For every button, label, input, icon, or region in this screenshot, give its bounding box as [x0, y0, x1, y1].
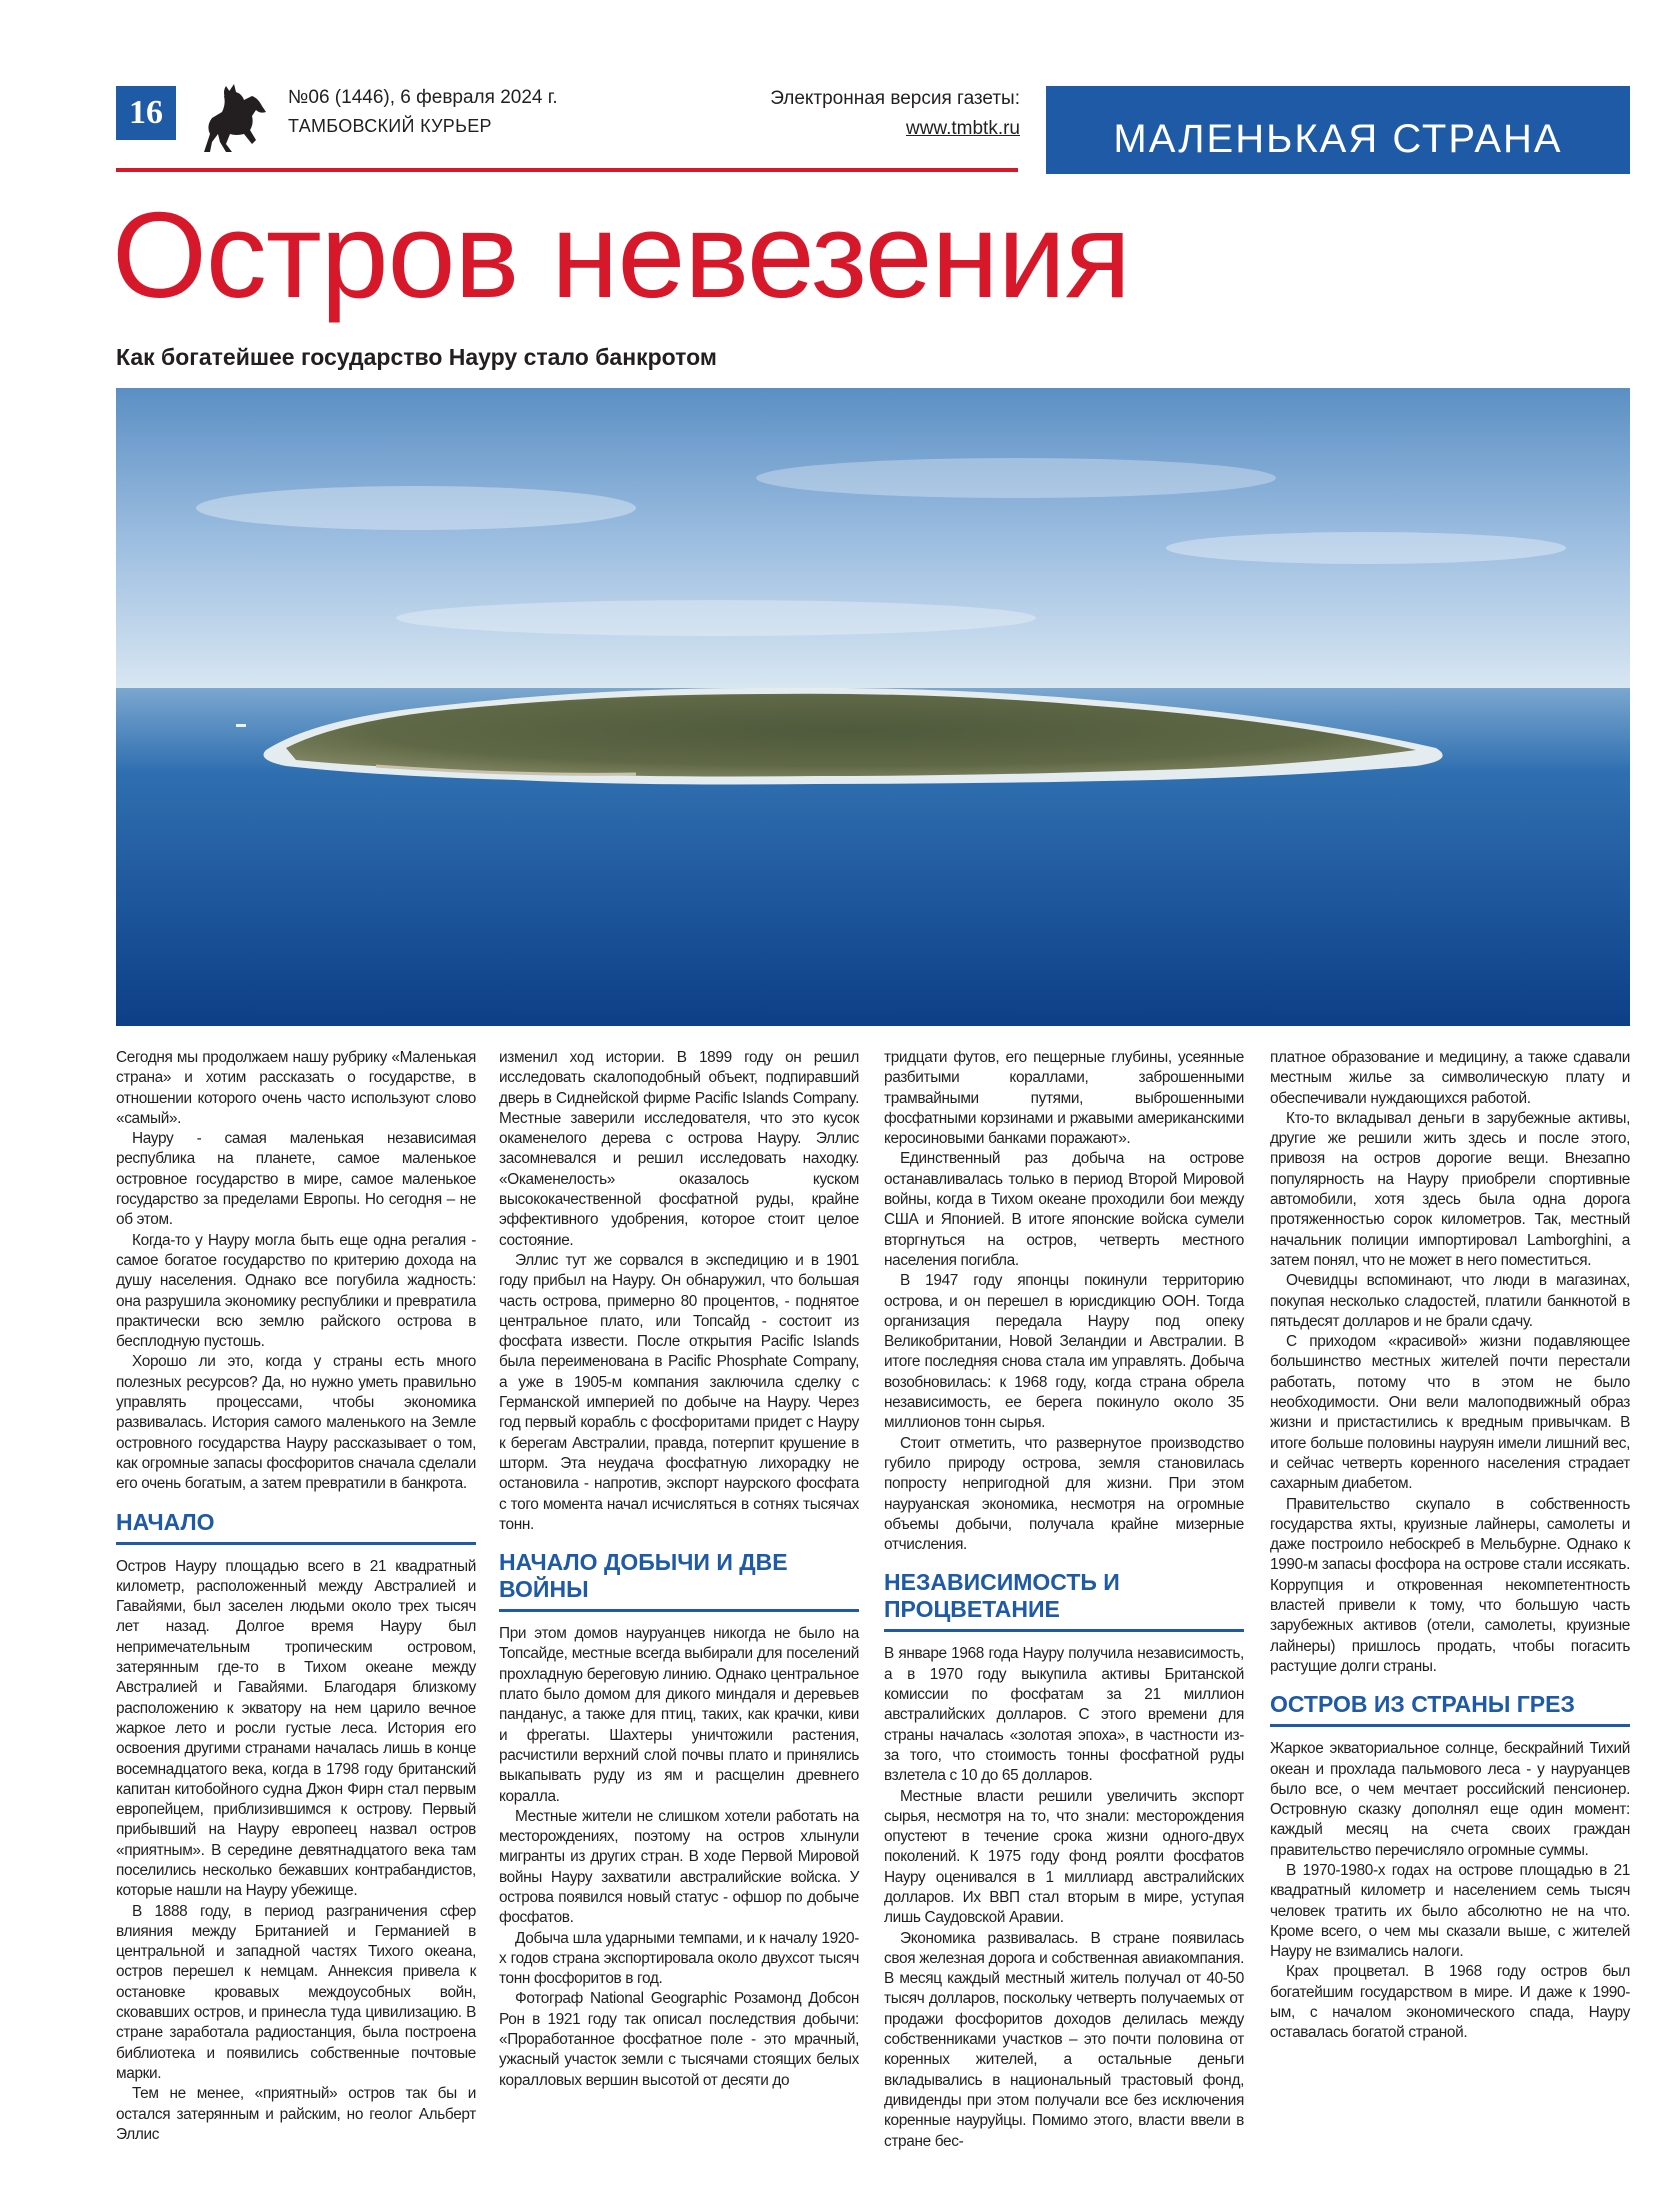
paragraph: Добыча шла ударными темпами, и к началу 1920-х годов страна экспортировала около двухсот тысяч тонн фосфоритов в год.	[499, 1929, 859, 1988]
electronic-version	[700, 84, 1020, 144]
column-3	[884, 1048, 1244, 2152]
section-heading: НАЧАЛО	[116, 1509, 476, 1545]
paragraph: В 1970-1980-х годах на острове площадью в 21 квадратный километр и населением семь тысяч человек тратить их было абсолютно не на что. Кроме всего, о чем мы сказали выше, с жителей Науру не взимались налоги.	[1270, 1861, 1630, 1961]
paragraph: Тем не менее, «приятный» остров так бы и остался затерянным и райским, но геолог Альберт Эллис	[116, 2085, 476, 2143]
paragraph: Хорошо ли это, когда у страны есть много полезных ресурсов? Да, но нужно уметь правильно управлять процессами, чтобы экономика развивалась. История самого маленького на Земле островного государства Науру рассказывает о том, как огромные запасы фосфоритов сначала сделали его очень богатым, а затем превратили в банкрота.	[116, 1353, 476, 1493]
island-photo-image	[116, 388, 1630, 1026]
paragraph: Сегодня мы продолжаем нашу рубрику «Маленькая страна» и хотим рассказать о государстве, в отношении которого очень часто используют слово «самый».	[116, 1049, 476, 1127]
paragraph: Когда-то у Науру могла быть еще одна регалия - самое богатое государство по критерию дохода на душу населения. Однако все погубила жадность: она разрушила экономику республики и превратила практически всю землю райского острова в бесплодную пустошь.	[116, 1231, 476, 1351]
paragraph: При этом домов науруанцев никогда не было на Топсайде, местные всегда выбирали для поселений прохладную береговую линию. Однако центральное плато было домом для дикого миндаля и деревьев панданус, а также для птиц, таких, как крачки, киви и фрегаты. Шахтеры уничтожили растения, расчистили верхний слой почвы плато и принялись выкапывать руду из ям и расщелин древнего коралла.	[499, 1625, 859, 1805]
page-number: 16	[116, 86, 176, 140]
paragraph: Крах процветал. В 1968 году остров был богатейшим государством в мире. И даже к 1990-ым, с началом экономического спада, Науру оставалась богатой страной.	[1270, 1963, 1630, 2042]
paper-name: ТАМБОВСКИЙ КУРЬЕР	[288, 116, 492, 136]
section-heading: ОСТРОВ ИЗ СТРАНЫ ГРЕЗ	[1270, 1691, 1630, 1727]
paragraph: Науру - самая маленькая независимая республика на планете, самое маленькое островное государство в мире, самое маленькое государство за пределами Европы. Но сегодня – не об этом.	[116, 1130, 476, 1229]
paragraph: В 1888 году, в период разграничения сфер влияния между Британией и Германией в центральной и западной частях Тихого океана, остров перешел к немцам. Аннексия привела к остановке кровавых междоусобных войн, сковавших остров, и принесла туда цивилизацию. В стране заработала радиостанция, была построена библиотека и появились собственные почтовые марки.	[116, 1902, 476, 2082]
column-4	[1270, 1048, 1630, 2044]
paragraph: платное образование и медицину, а также сдавали местным жилье за символическую плату и обеспечивали нуждающихся работой.	[1270, 1049, 1630, 1107]
paragraph: Стоит отметить, что развернутое производство губило природу острова, земля становилась попросту непригодной для жизни. При этом науруанская экономика, несмотря на огромные объемы добычи, получала крайне мизерные отчисления.	[884, 1434, 1244, 1554]
paragraph: Кто-то вкладывал деньги в зарубежные активы, другие же решили жить здесь и после этого, привозя на остров дорогие вещи. Внезапно популярность на Науру приобрели спортивные автомобили, хотя здесь была одна дорога протяженностью сорок километров. Так, местный начальник полиции импортировал Lamborghini, а затем понял, что не может в него поместиться.	[1270, 1109, 1630, 1269]
paragraph: В 1947 году японцы покинули территорию острова, и он перешел в юрисдикцию ООН. Тогда организация передала Науру под опеку Великобритании, Новой Зеландии и Австралии. В итоге последняя снова стала им управлять. Добыча возобновилась: к 1968 году, когда страна обрела независимость, ее берега покинуло около 35 миллионов тонн сырья.	[884, 1272, 1244, 1432]
paragraph: Очевидцы вспоминают, что люди в магазинах, покупая несколько сладостей, платили банкнотой в пятьдесят долларов и не брали сдачу.	[1270, 1272, 1630, 1330]
horse-rider-logo-icon	[196, 82, 272, 154]
issue-info	[288, 84, 558, 140]
paragraph: Остров Науру площадью всего в 21 квадратный километр, расположенный между Австралией и Гавайями, был заселен людьми около трех тысяч лет назад. Долгое время Науру был непримечательным тропическим островом, затерянным где-то в Тихом океане между Австралией и Гавайями. Благодаря близкому расположению к экватору на нем царило вечное жаркое лето и росли густые леса. История его освоения другими странами началась лишь в конце восемнадцатого века, когда в 1798 году британский капитан китобойного судна Джон Фирн стал первым европейцем, приблизившимся к острову. Первый прибывший на Науру европеец назвал остров «приятным». В середине девятнадцатого века там поселились несколько бежавших контрабандистов, которые нашли на Науру убежище.	[116, 1557, 476, 1900]
electronic-version-label: Электронная версия газеты:	[770, 88, 1020, 109]
paragraph: Фотограф National Geographic Розамонд Добсон Рон в 1921 году так описал последствия добычи: «Проработанное фосфатное поле - это мрачный, ужасный участок земли с тысячами стоящих белых коралловых вершин высотой от десяти до	[499, 1990, 859, 2089]
paragraph: Правительство скупало в собственность государства яхты, круизные лайнеры, самолеты и даже построило небоскреб в Мельбурне. Однако к 1990-м запасы фосфора на острове стали иссякать. Коррупция и откровенная некомпетентность властей привели к тому, что большую часть зарубежных активов (отели, самолеты, круизные лайнеры) пришлось продать, чтобы погасить растущие долги страны.	[1270, 1495, 1630, 1675]
paragraph: С приходом «красивой» жизни подавляющее большинство местных жителей почти перестали работать, потому что в этом не было необходимости. Они вели малоподвижный образ жизни и пристастились к вредным привычкам. В итоге больше половины науруян имели лишний вес, и сейчас четверть коренного населения страдает сахарным диабетом.	[1270, 1333, 1630, 1493]
paragraph: Единственный раз добыча на острове останавливалась только в период Второй Мировой войны, когда в Тихом океане проходили бои между США и Японией. В итоге японские войска сумели вторгнуться на остров, четверть местного населения погибла.	[884, 1150, 1244, 1269]
article-subtitle: Как богатейшее государство Науру стало банкротом	[116, 344, 717, 370]
column-1	[116, 1048, 476, 2145]
column-2	[499, 1048, 859, 2091]
paragraph: тридцати футов, его пещерные глубины, усеянные разбитыми кораллами, заброшенными трамвайными путями, выброшенными фосфатными корзинами и ржавыми американскими керосиновыми банками поражают».	[884, 1049, 1244, 1148]
section-heading: НАЧАЛО ДОБЫЧИ И ДВЕ ВОЙНЫ	[499, 1549, 859, 1612]
article-title: Остров невезения	[112, 187, 1131, 323]
paragraph: Жаркое экваториальное солнце, бескрайний Тихий океан и прохлада пальмового леса - у науруанцев было все, о чем мечтает российский пенсионер. Островную сказку дополнял еще один момент: каждый месяц на счета своих граждан правительство перечисляло огромные суммы.	[1270, 1740, 1630, 1859]
rubric-banner: МАЛЕНЬКАЯ СТРАНА	[1046, 86, 1630, 174]
header-rule	[116, 168, 1018, 172]
island-photo	[116, 388, 1630, 1026]
paragraph: Местные жители не слишком хотели работать на месторождениях, поэтому на остров хлынули мигранты из других стран. В ходе Первой Мировой войны Науру захватили австралийские войска. У острова появился новый статус - офшор по добыче фосфатов.	[499, 1807, 859, 1927]
paragraph: В январе 1968 года Науру получила независимость, а в 1970 году выкупила активы Британской комиссии по фосфатам за 21 миллион австралийских долларов. С этого времени для страны началась «золотая эпоха», в частности из-за того, что стоимость тонны фосфатной руды взлетела с 10 до 65 долларов.	[884, 1645, 1244, 1785]
issue-date: №06 (1446), 6 февраля 2024 г.	[288, 87, 558, 108]
section-heading: НЕЗАВИСИМОСТЬ И ПРОЦВЕТАНИЕ	[884, 1569, 1244, 1632]
paragraph: Эллис тут же сорвался в экспедицию и в 1901 году прибыл на Науру. Он обнаружил, что большая часть острова, примерно 80 процентов, - поднятое центральное плато, или Топсайд - состоит из фосфата извести. После открытия Pacific Islands была переименована в Pacific Phosphate Company, а уже в 1905-м компания заключила сделку с Германской империей по добыче на Науру. Через год первый корабль с фосфоритами придет с Науру к берегам Австралии, правда, потерпит крушение в шторм. Эта неудача фосфатную лихорадку не остановила - напротив, экспорт наурского фосфата с того момента начал исчисляться в сотнях тысячах тонн.	[499, 1251, 859, 1533]
paragraph: Местные власти решили увеличить экспорт сырья, несмотря на то, что знали: месторождения опустеют в течение срока жизни одного-двух поколений. К 1975 году фонд роялти фосфатов Науру оценивался в 1 миллиард австралийских долларов. Их ВВП стал вторым в мире, уступая лишь Саудовской Аравии.	[884, 1787, 1244, 1927]
site-link[interactable]: www.tmbtk.ru	[905, 118, 1020, 139]
paragraph: Экономика развивалась. В стране появилась своя железная дорога и собственная авиакомпания. В месяц каждый местный житель получал от 40-50 тысяч долларов, поскольку четверть получаемых от продажи фосфоритов доходов делилась между собственниками участков – это почти половина от коренных жителей, а остальные деньги вкладывались в национальный трастовый фонд, дивиденды при этом получали все без исключения коренные науруйцы. Помимо этого, власти ввели в стране бес-	[884, 1929, 1244, 2150]
paragraph: изменил ход истории. В 1899 году он решил исследовать скалоподобный объект, подпиравший дверь в Сиднейской фирме Pacific Islands Company. Местные заверили исследователя, что это кусок окаменелого дерева с острова Науру. Эллис засомневался и решил исследовать находку. «Окаменелость» оказалось куском высококачественной фосфатной руды, крайне эффективного удобрения, которое стоит целое состояние.	[499, 1049, 859, 1249]
